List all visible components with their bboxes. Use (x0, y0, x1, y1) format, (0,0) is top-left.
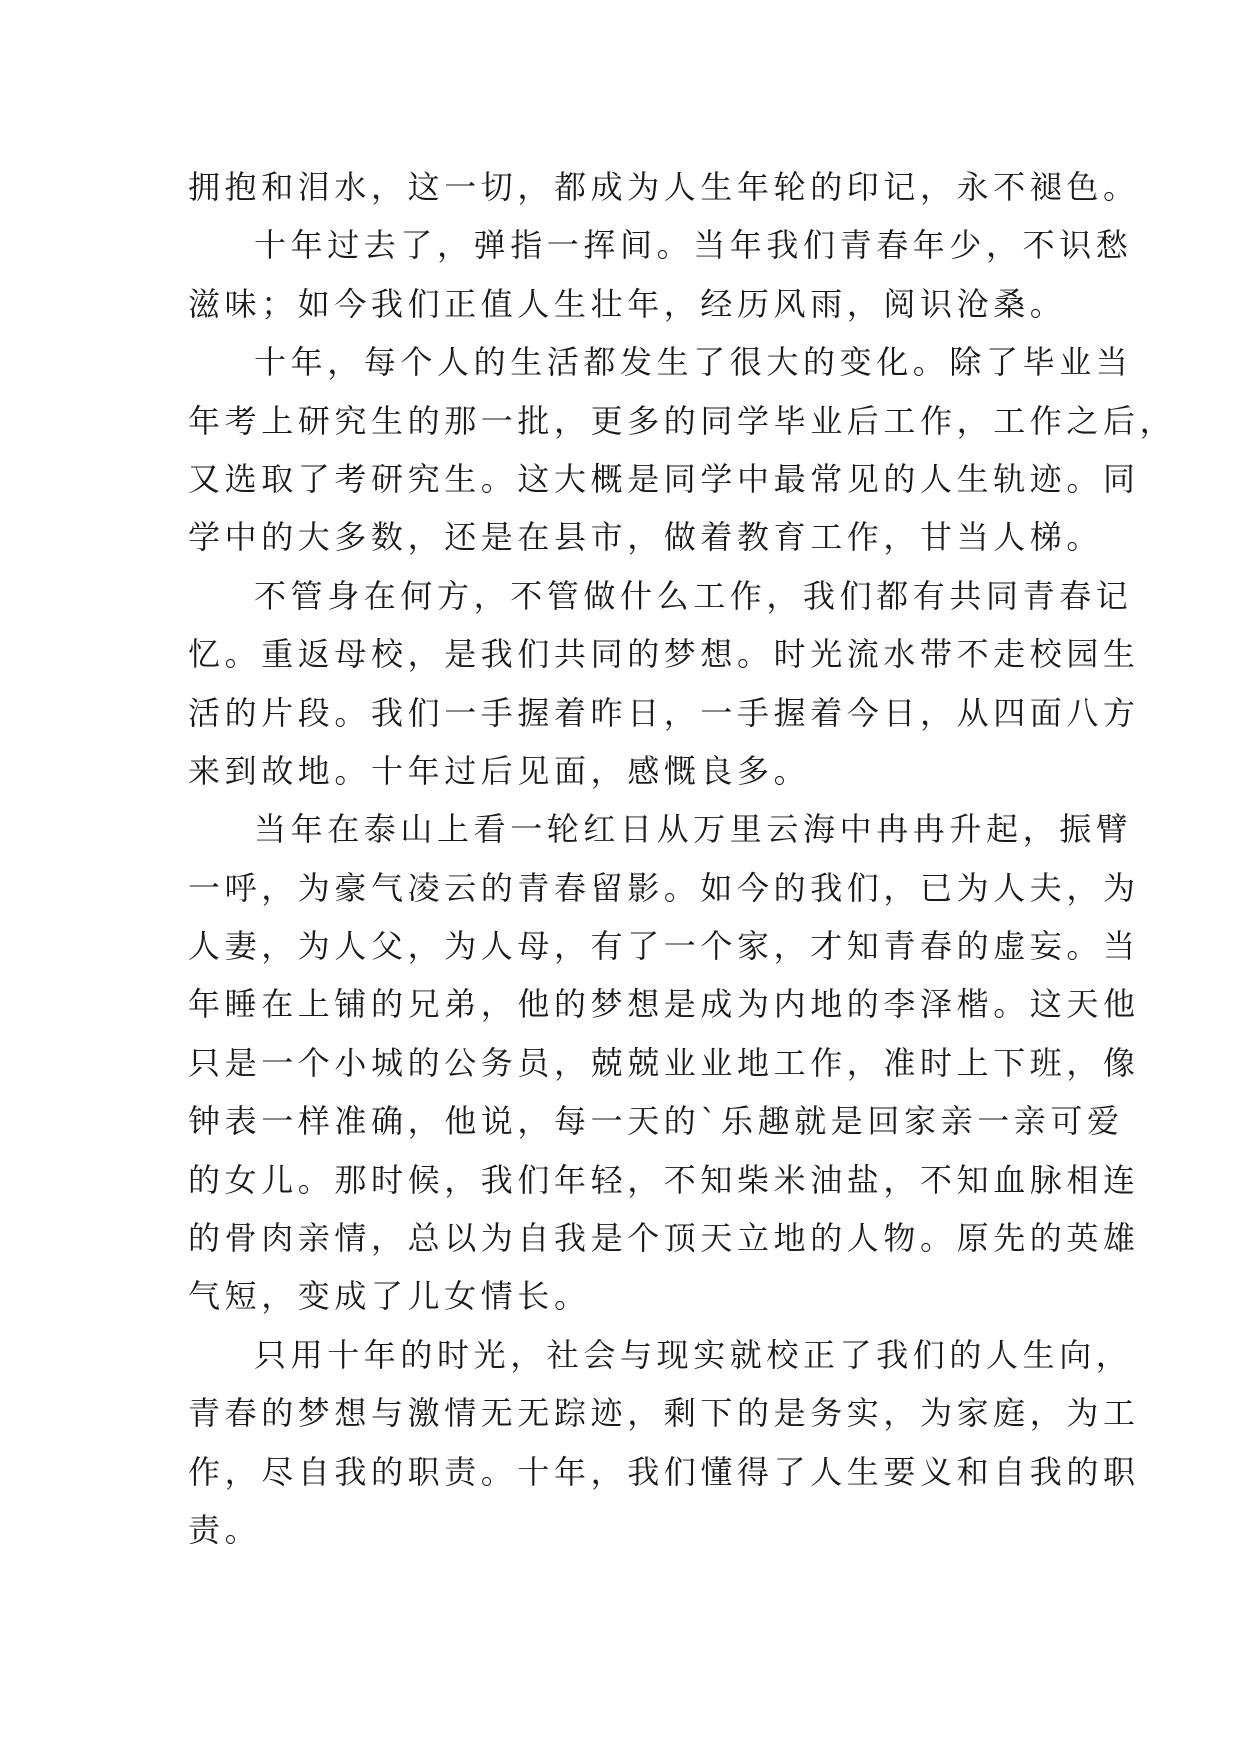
text-line: 只是一个小城的公务员，兢兢业业地工作，准时上下班，像 (188, 1043, 1140, 1082)
text-line: 十年，每个人的生活都发生了很大的变化。除了毕业当 (254, 343, 1133, 382)
document-body (188, 158, 1177, 1559)
paragraph-6 (188, 1326, 1140, 1560)
text-line: 年考上研究生的那一批，更多的同学毕业后工作，工作之后， (188, 401, 1177, 440)
text-line: 又选取了考研究生。这大概是同学中最常见的人生轨迹。同 (188, 459, 1140, 498)
text-line: 当年在泰山上看一轮红日从万里云海中冉冉升起，振臂 (254, 810, 1133, 849)
text-line: 只用十年的时光，社会与现实就校正了我们的人生向， (254, 1335, 1133, 1374)
paragraph-5 (188, 800, 1140, 1326)
text-line: 的女儿。那时候，我们年轻，不知柴米油盐，不知血脉相连 (188, 1160, 1140, 1199)
text-line: 不管身在何方，不管做什么工作，我们都有共同青春记 (254, 576, 1133, 615)
text-line: 忆。重返母校，是我们共同的梦想。时光流水带不走校园生 (188, 635, 1140, 674)
text-line: 学中的大多数，还是在县市，做着教育工作，甘当人梯。 (188, 518, 1104, 557)
text-line: 年睡在上铺的兄弟，他的梦想是成为内地的李泽楷。这天他 (188, 985, 1140, 1024)
paragraph-2 (188, 216, 1133, 333)
text-line: 责。 (188, 1510, 262, 1549)
text-line: 来到故地。十年过后见面，感慨良多。 (188, 751, 811, 790)
text-line: 钟表一样准确，他说，每一天的`乐趣就是回家亲一亲可爱 (188, 1102, 1124, 1141)
text-line: 作，尽自我的职责。十年，我们懂得了人生要义和自我的职 (188, 1452, 1140, 1491)
text-line: 的骨肉亲情，总以为自我是个顶天立地的人物。原先的英雄 (188, 1219, 1140, 1258)
paragraph-1 (188, 158, 1140, 216)
paragraph-4 (188, 567, 1140, 801)
text-line: 一呼，为豪气凌云的青春留影。如今的我们，已为人夫，为 (188, 868, 1140, 907)
paragraph-3 (188, 333, 1177, 567)
text-line: 气短，变成了儿女情长。 (188, 1277, 591, 1316)
text-line: 拥抱和泪水，这一切，都成为人生年轮的印记，永不褪色。 (188, 168, 1140, 206)
text-line: 十年过去了，弹指一挥间。当年我们青春年少，不识愁 (254, 226, 1133, 265)
text-line: 活的片段。我们一手握着昨日，一手握着今日，从四面八方 (188, 693, 1140, 732)
text-line: 滋味；如今我们正值人生壮年，经历风雨，阅识沧桑。 (188, 284, 1067, 323)
text-line: 人妻，为人父，为人母，有了一个家，才知青春的虚妄。当 (188, 927, 1140, 966)
text-line: 青春的梦想与激情无无踪迹，剩下的是务实，为家庭，为工 (188, 1394, 1140, 1433)
